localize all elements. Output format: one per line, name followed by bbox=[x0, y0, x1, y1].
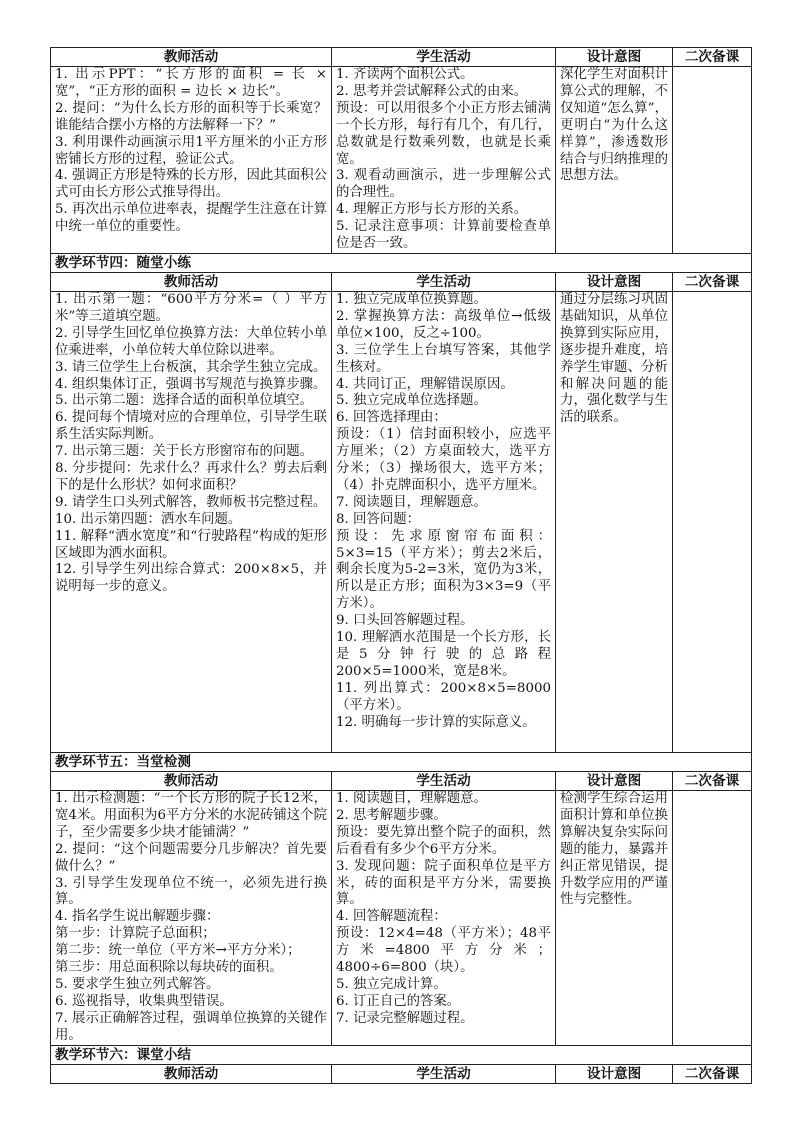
secondary-prep-cell bbox=[673, 790, 752, 1045]
teacher-activity-item: 1. 出示检测题：“一个长方形的院子长12米，宽4米。用面积为6平方分米的水泥砖铺这个院子，至少需要多少块才能铺满？” bbox=[55, 790, 327, 840]
teacher-activity-item: 9. 请学生口头列式解答，教师板书完整过程。 bbox=[55, 494, 327, 510]
teacher-activity-item: 2. 提问：“为什么长方形的面积等于长乘宽？谁能结合摆小方格的方法解释一下？” bbox=[55, 100, 327, 133]
teacher-activity-item: 4. 指名学生说出解题步骤： bbox=[55, 909, 220, 925]
section-row bbox=[51, 253, 752, 272]
student-activity-cell bbox=[332, 291, 556, 752]
header-teacher-activity: 教师活动 bbox=[51, 272, 332, 291]
student-activity-item: 预设：12×4=48（平方米）；48平方米=4800平方分米；4800÷6=800（块）。 bbox=[336, 926, 551, 976]
header-student-activity: 学生活动 bbox=[332, 48, 556, 67]
design-intent-cell bbox=[556, 67, 673, 254]
student-activity-item: 10. 理解洒水范围是一个长方形，长是5分钟行驶的总路程200×5=1000米，宽是8米。 bbox=[336, 630, 551, 679]
teacher-activity-item: 6. 巡视指导，收集典型错误。 bbox=[55, 993, 233, 1009]
teacher-activity-item: 11. 解释“洒水宽度”和“行驶路程”构成的矩形区域即为洒水面积。 bbox=[55, 528, 327, 561]
header-secondary-prep: 二次备课 bbox=[673, 1064, 752, 1083]
student-activity-item: 5. 记录注意事项：计算前要检查单位是否一致。 bbox=[336, 219, 551, 252]
student-activity-item: 5. 独立完成计算。 bbox=[336, 976, 447, 992]
header-row bbox=[51, 1064, 752, 1083]
header-teacher-activity: 教师活动 bbox=[51, 771, 332, 790]
header-row bbox=[51, 48, 752, 67]
student-activity-item: 4. 回答解题流程： bbox=[336, 909, 447, 925]
teacher-activity-item: 3. 请三位学生上台板演，其余学生独立完成。 bbox=[55, 359, 327, 375]
student-activity-item: 4. 共同订正，理解错误原因。 bbox=[336, 376, 514, 392]
header-secondary-prep: 二次备课 bbox=[673, 48, 752, 67]
student-activity-item: 7. 记录完整解题过程。 bbox=[336, 1010, 474, 1026]
teacher-activity-item: 8. 分步提问：先求什么？再求什么？剪去后剩下的是什么形状？如何求面积？ bbox=[55, 461, 327, 493]
student-activity-item: 11. 列出算式：200×8×5=8000（平方米）。 bbox=[336, 680, 551, 713]
teacher-activity-cell bbox=[51, 790, 332, 1045]
secondary-prep-cell bbox=[673, 67, 752, 254]
student-activity-item: 1. 齐读两个面积公式。 bbox=[336, 67, 474, 82]
header-secondary-prep: 二次备课 bbox=[673, 272, 752, 291]
student-activity-cell bbox=[332, 790, 556, 1045]
teacher-activity-item: 6. 提问每个情境对应的合理单位，引导学生联系生活实际判断。 bbox=[55, 410, 327, 443]
header-secondary-prep: 二次备课 bbox=[673, 771, 752, 790]
teacher-activity-item: 第二步：统一单位（平方米→平方分米）； bbox=[55, 943, 301, 959]
design-intent-text: 深化学生对面积计算公式的理解，不仅知道“怎么算”，更明白“为什么这样算”，渗透数形结合与归纳推理的思想方法。 bbox=[560, 67, 668, 184]
header-student-activity: 学生活动 bbox=[332, 771, 556, 790]
lesson-plan-table bbox=[50, 47, 752, 1084]
section-title: 教学环节四：随堂小练 bbox=[51, 253, 752, 272]
design-intent-text: 通过分层练习巩固基础知识，从单位换算到实际应用，逐步提升难度，培养学生审题、分析和解决问题的能力，强化数学与生活的联系。 bbox=[560, 291, 668, 426]
header-design-intent: 设计意图 bbox=[556, 1064, 673, 1083]
student-activity-item: 6. 订正自己的答案。 bbox=[336, 993, 461, 1009]
student-activity-item: 3. 三位学生上台填写答案，其他学生核对。 bbox=[336, 342, 551, 375]
teacher-activity-item: 10. 出示第四题：洒水车问题。 bbox=[55, 511, 242, 527]
header-row bbox=[51, 771, 752, 790]
header-design-intent: 设计意图 bbox=[556, 771, 673, 790]
student-activity-item: 9. 口头回答解题过程。 bbox=[336, 613, 474, 629]
teacher-activity-item: 2. 引导学生回忆单位换算方法：大单位转小单位乘进率，小单位转大单位除以进率。 bbox=[55, 325, 327, 358]
section-row bbox=[51, 1045, 752, 1064]
student-activity-item: 4. 理解正方形与长方形的关系。 bbox=[336, 202, 528, 218]
teacher-activity-item: 1. 出示第一题：“600平方分米=（ ）平方米”等三道填空题。 bbox=[55, 291, 327, 324]
student-activity-item: 2. 掌握换算方法：高级单位→低级单位×100，反之÷100。 bbox=[336, 308, 551, 341]
teacher-activity-item: 3. 利用课件动画演示用1平方厘米的小正方形密铺长方形的过程，验证公式。 bbox=[55, 134, 327, 167]
teacher-activity-item: 1. 出示PPT：“长方形的面积 = 长 × 宽”，“正方形的面积 = 边长 × 边长”。 bbox=[55, 67, 327, 99]
student-activity-item: 8. 回答问题： bbox=[336, 511, 420, 527]
teacher-activity-item: 2. 提问：“这个问题需要分几步解决？首先要做什么？” bbox=[55, 841, 327, 874]
student-activity-item: 预设：先求原窗帘布面积：5×3=15（平方米）；剪去2米后，剩余长度为5-2=3米，宽仍为3米，所以是正方形；面积为3×3=9（平方米）。 bbox=[336, 528, 551, 612]
header-teacher-activity: 教师活动 bbox=[51, 48, 332, 67]
teacher-activity-cell bbox=[51, 291, 332, 752]
section-row bbox=[51, 752, 752, 771]
header-student-activity: 学生活动 bbox=[332, 1064, 556, 1083]
student-activity-item: 6. 回答选择理由： bbox=[336, 410, 447, 426]
section-title: 教学环节五：当堂检测 bbox=[51, 752, 752, 771]
student-activity-item: 3. 观看动画演示，进一步理解公式的合理性。 bbox=[336, 168, 551, 201]
content-row bbox=[51, 67, 752, 254]
header-design-intent: 设计意图 bbox=[556, 272, 673, 291]
header-design-intent: 设计意图 bbox=[556, 48, 673, 67]
teacher-activity-item: 7. 出示第三题：关于长方形窗帘布的问题。 bbox=[55, 444, 314, 460]
teacher-activity-item: 12. 引导学生列出综合算式：200×8×5，并说明每一步的意义。 bbox=[55, 562, 327, 595]
teacher-activity-cell bbox=[51, 67, 332, 254]
teacher-activity-item: 5. 要求学生独立列式解答。 bbox=[55, 976, 220, 992]
teacher-activity-item: 4. 组织集体订正，强调书写规范与换算步骤。 bbox=[55, 376, 327, 392]
header-teacher-activity: 教师活动 bbox=[51, 1064, 332, 1083]
teacher-activity-item: 第一步：计算院子总面积； bbox=[55, 926, 216, 942]
content-row bbox=[51, 790, 752, 1045]
student-activity-item: 预设：可以用很多个小正方形去铺满一个长方形，每行有几个，有几行，总数就是行数乘列数，也就是长乘宽。 bbox=[336, 100, 551, 167]
content-row bbox=[51, 291, 752, 752]
student-activity-item: 3. 发现问题：院子面积单位是平方米，砖的面积是平方分米，需要换算。 bbox=[336, 858, 551, 908]
header-row bbox=[51, 272, 752, 291]
header-student-activity: 学生活动 bbox=[332, 272, 556, 291]
student-activity-item: 2. 思考解题步骤。 bbox=[336, 807, 447, 823]
design-intent-text: 检测学生综合运用面积计算和单位换算解决复杂实际问题的能力，暴露并纠正常见错误，提升数学应用的严谨性与完整性。 bbox=[560, 790, 668, 908]
design-intent-cell bbox=[556, 790, 673, 1045]
teacher-activity-item: 5. 再次出示单位进率表，提醒学生注意在计算中统一单位的重要性。 bbox=[55, 202, 327, 235]
design-intent-cell bbox=[556, 291, 673, 752]
student-activity-item: 2. 思考并尝试解释公式的由来。 bbox=[336, 83, 528, 99]
section-title: 教学环节六：课堂小结 bbox=[51, 1045, 752, 1064]
student-activity-item: 5. 独立完成单位选择题。 bbox=[336, 393, 487, 409]
secondary-prep-cell bbox=[673, 291, 752, 752]
student-activity-item: 预设：（1）信封面积较小，应选平方厘米；（2）方桌面较大，选平方分米；（3）操场很大，选平方米；（4）扑克牌面积小，选平方厘米。 bbox=[336, 427, 551, 493]
student-activity-item: 1. 阅读题目，理解题意。 bbox=[336, 790, 487, 806]
student-activity-item: 预设：要先算出整个院子的面积，然后看看有多少个6平方分米。 bbox=[336, 824, 551, 857]
student-activity-item: 7. 阅读题目，理解题意。 bbox=[336, 494, 487, 510]
teacher-activity-item: 7. 展示正确解答过程，强调单位换算的关键作用。 bbox=[55, 1010, 327, 1043]
teacher-activity-item: 第三步：用总面积除以每块砖的面积。 bbox=[55, 960, 283, 976]
student-activity-item: 12. 明确每一步计算的实际意义。 bbox=[336, 714, 536, 730]
teacher-activity-item: 3. 引导学生发现单位不统一，必须先进行换算。 bbox=[55, 875, 327, 908]
student-activity-item: 1. 独立完成单位换算题。 bbox=[336, 291, 487, 307]
teacher-activity-item: 4. 强调正方形是特殊的长方形，因此其面积公式可由长方形公式推导得出。 bbox=[55, 168, 327, 201]
student-activity-cell bbox=[332, 67, 556, 254]
teacher-activity-item: 5. 出示第二题：选择合适的面积单位填空。 bbox=[55, 393, 314, 409]
